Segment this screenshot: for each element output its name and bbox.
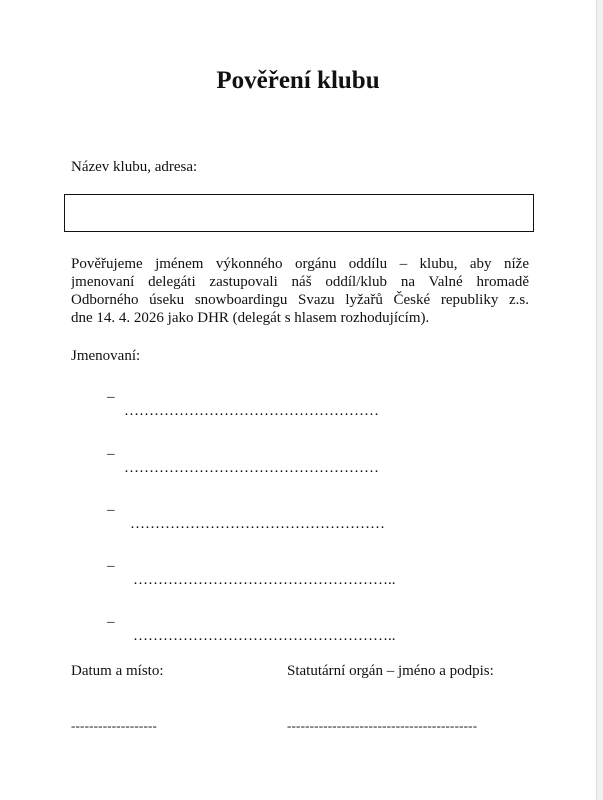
delegate-name-line[interactable]: …………………………………………… xyxy=(124,460,379,476)
delegate-name-line[interactable]: …………………………………………… xyxy=(124,403,379,419)
club-name-label: Název klubu, adresa: xyxy=(71,159,198,175)
appointed-label: Jmenovaní: xyxy=(71,348,141,364)
delegate-name-line[interactable]: …………………………………………….. xyxy=(133,628,396,644)
page-edge-scrollbar xyxy=(596,0,603,800)
delegate-dash: – xyxy=(107,614,115,630)
delegate-dash: – xyxy=(107,389,115,405)
document-title: Pověření klubu xyxy=(216,67,380,94)
paragraph-line: Odborného úseku snowboardingu Svazu lyžařů České republiky z.s. xyxy=(71,292,529,308)
authorization-paragraph xyxy=(71,255,529,327)
delegate-dash: – xyxy=(107,558,115,574)
statutory-signature-label: Statutární orgán – jméno a podpis: xyxy=(287,663,494,679)
club-name-address-field[interactable] xyxy=(64,194,534,232)
signature-line[interactable]: ------------------------------------------ xyxy=(287,718,478,733)
date-place-label: Datum a místo: xyxy=(71,663,164,679)
delegate-dash: – xyxy=(107,502,115,518)
paragraph-line: dne 14. 4. 2026 jako DHR (delegát s hlasem rozhodujícím). xyxy=(71,310,430,326)
delegate-name-line[interactable]: …………………………………………… xyxy=(130,516,385,532)
paragraph-line: Pověřujeme jménem výkonného orgánu oddílu – klubu, aby níže xyxy=(71,256,529,272)
delegate-name-line[interactable]: …………………………………………….. xyxy=(133,572,396,588)
date-place-line[interactable]: ------------------- xyxy=(71,718,158,733)
paragraph-line: jmenovaní delegáti zastupovali náš oddíl/klub na Valné hromadě xyxy=(71,274,529,290)
delegate-dash: – xyxy=(107,446,115,462)
